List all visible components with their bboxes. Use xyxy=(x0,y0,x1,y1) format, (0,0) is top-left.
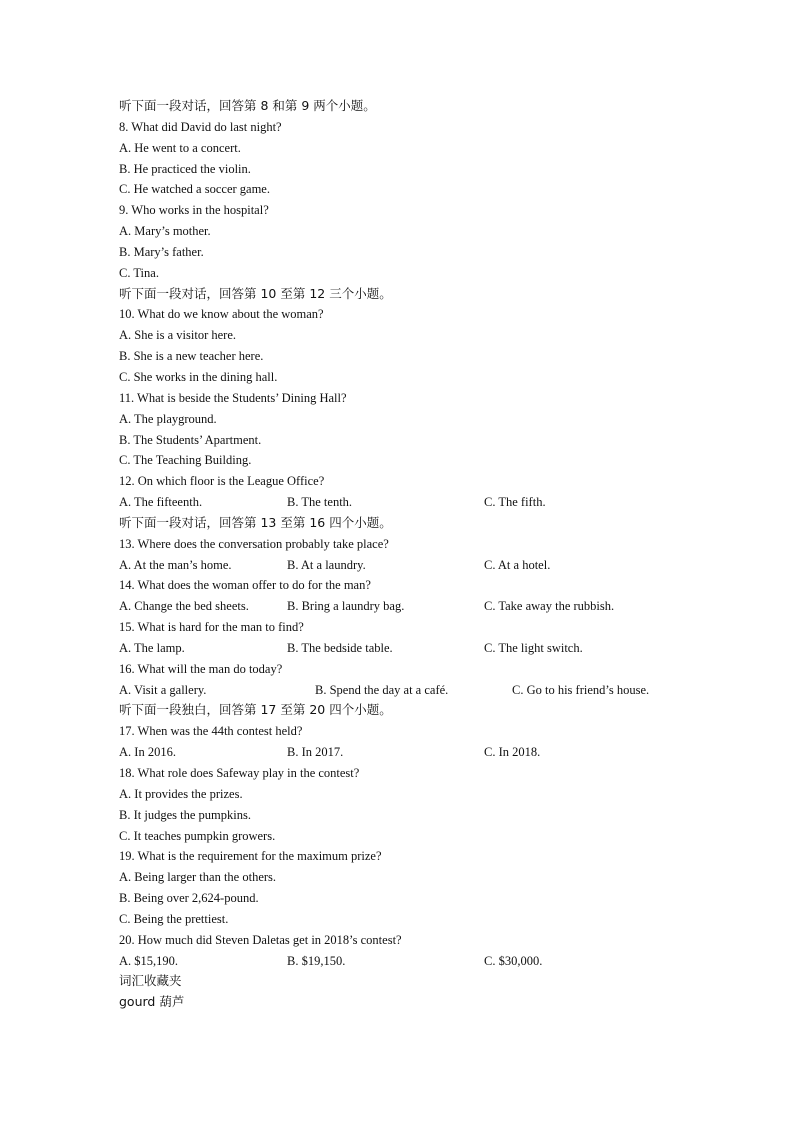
question-text: 14. What does the woman offer to do for the man? xyxy=(119,578,371,593)
option-a: A. Visit a gallery. xyxy=(119,682,207,697)
option-a: A. The fifteenth. xyxy=(119,495,203,510)
options-row xyxy=(119,596,739,617)
options-row xyxy=(119,492,739,513)
answer-option: C. She works in the dining hall. xyxy=(119,369,278,384)
question-text: 16. What will the man do today? xyxy=(119,661,283,676)
question-text: 11. What is beside the Students’ Dining Hall? xyxy=(119,390,347,405)
section-instruction: 听下面一段对话，回答第 13 至第 16 四个小题。 xyxy=(119,514,392,530)
options-row xyxy=(119,742,739,763)
option-c: C. $30,000. xyxy=(484,953,543,968)
answer-option: A. She is a visitor here. xyxy=(119,328,236,343)
question-text: 19. What is the requirement for the maximum prize? xyxy=(119,849,382,864)
section-instruction: 词汇收藏夹 xyxy=(119,973,182,989)
answer-option: B. It judges the pumpkins. xyxy=(119,807,251,822)
answer-option: A. He went to a concert. xyxy=(119,140,241,155)
section-instruction: 听下面一段对话，回答第 10 至第 12 三个小题。 xyxy=(119,285,392,301)
section-instruction: 听下面一段独白，回答第 17 至第 20 四个小题。 xyxy=(119,702,392,718)
option-a: A. At the man’s home. xyxy=(119,557,232,572)
options-row xyxy=(119,680,739,701)
option-b: B. In 2017. xyxy=(287,745,344,760)
options-row xyxy=(119,951,739,972)
option-a: A. Change the bed sheets. xyxy=(119,599,249,614)
vocab-entry: gourd 葫芦 xyxy=(119,994,185,1010)
answer-option: B. She is a new teacher here. xyxy=(119,349,264,364)
option-b: B. Spend the day at a café. xyxy=(315,682,449,697)
answer-option: C. Tina. xyxy=(119,265,159,280)
option-b: B. The tenth. xyxy=(287,495,353,510)
option-c: C. The fifth. xyxy=(484,495,546,510)
answer-option: A. Being larger than the others. xyxy=(119,870,277,885)
option-b: B. $19,150. xyxy=(287,953,346,968)
question-text: 9. Who works in the hospital? xyxy=(119,203,269,218)
question-text: 15. What is hard for the man to find? xyxy=(119,620,304,635)
answer-option: C. Being the prettiest. xyxy=(119,911,229,926)
options-row xyxy=(119,555,739,576)
answer-option: B. Being over 2,624-pound. xyxy=(119,891,259,906)
answer-option: B. He practiced the violin. xyxy=(119,161,251,176)
option-b: B. The bedside table. xyxy=(287,640,393,655)
option-a: A. In 2016. xyxy=(119,745,176,760)
answer-option: B. The Students’ Apartment. xyxy=(119,432,262,447)
question-text: 13. Where does the conversation probably take place? xyxy=(119,536,389,551)
option-b: B. Bring a laundry bag. xyxy=(287,599,405,614)
section-instruction: 听下面一段对话，回答第 8 和第 9 两个小题。 xyxy=(119,98,376,113)
option-c: C. The light switch. xyxy=(484,640,583,655)
question-text: 10. What do we know about the woman? xyxy=(119,307,324,322)
document-page xyxy=(119,96,739,1013)
answer-option: A. The playground. xyxy=(119,411,217,426)
question-text: 12. On which floor is the League Office? xyxy=(119,474,325,489)
answer-option: A. It provides the prizes. xyxy=(119,786,243,801)
answer-option: A. Mary’s mother. xyxy=(119,224,211,239)
answer-option: C. It teaches pumpkin growers. xyxy=(119,828,276,843)
question-text: 8. What did David do last night? xyxy=(119,119,282,134)
answer-option: C. The Teaching Building. xyxy=(119,453,252,468)
option-c: C. Go to his friend’s house. xyxy=(512,682,650,697)
option-c: C. In 2018. xyxy=(484,745,541,760)
option-a: A. The lamp. xyxy=(119,640,185,655)
options-row xyxy=(119,638,739,659)
answer-option: C. He watched a soccer game. xyxy=(119,182,270,197)
question-text: 17. When was the 44th contest held? xyxy=(119,724,303,739)
option-a: A. $15,190. xyxy=(119,953,179,968)
option-c: C. At a hotel. xyxy=(484,557,551,572)
question-text: 18. What role does Safeway play in the contest? xyxy=(119,766,360,780)
answer-option: B. Mary’s father. xyxy=(119,244,204,259)
question-text: 20. How much did Steven Daletas get in 2018’s contest? xyxy=(119,932,402,947)
option-b: B. At a laundry. xyxy=(287,557,366,572)
option-c: C. Take away the rubbish. xyxy=(484,599,615,614)
